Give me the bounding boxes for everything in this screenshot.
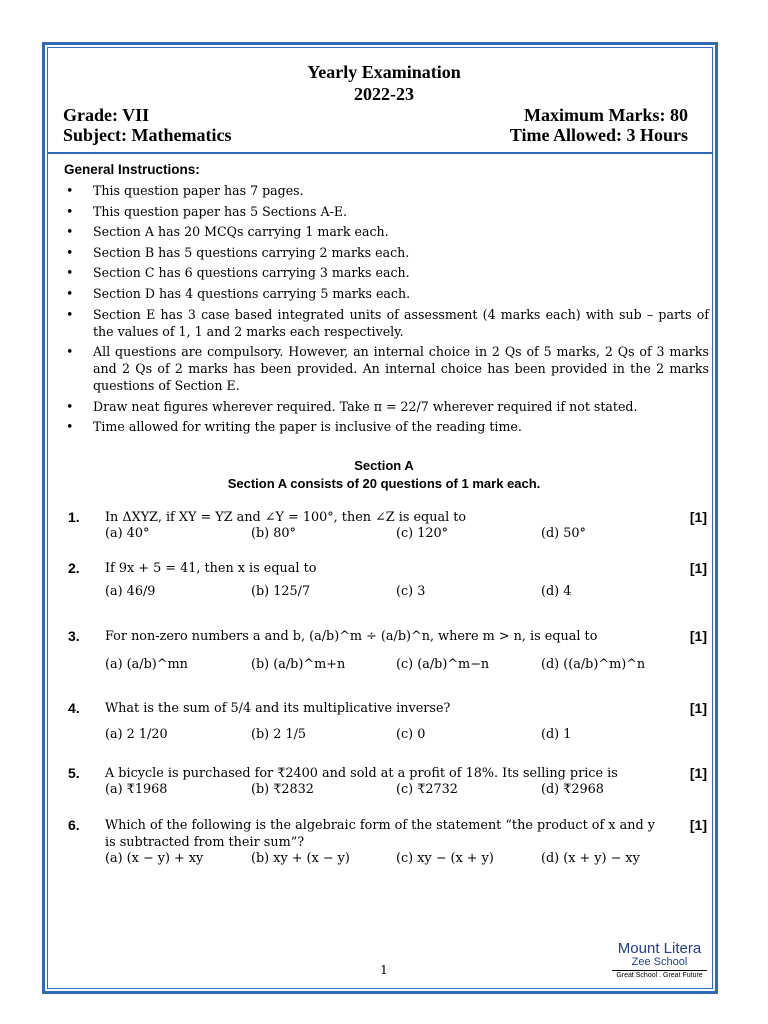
- question-marks: [1]: [689, 509, 707, 525]
- instruction-item: • All questions are compulsory. However, an internal choice in 2 Qs of 5 marks, 2 Qs of 3 marks and 2 Qs of 2 marks has been provided. An internal choice has been provided in the 2 marks questions of Section E.: [64, 343, 709, 394]
- option-b: (b) ₹2832: [251, 782, 314, 797]
- instruction-item: • Section E has 3 case based integrated units of assessment (4 marks each) with sub – parts of the values of 1, 1 and 2 marks each respectively.: [64, 306, 709, 340]
- logo-line1: Mount Litera: [617, 940, 702, 957]
- option-a: (a) (x − y) + xy: [105, 851, 204, 866]
- option-d: (d) 1: [541, 727, 572, 742]
- question-text: Which of the following is the algebraic form of the statement “the product of x and y is subtracted from their sum”?: [105, 818, 655, 850]
- page-number: 1: [380, 963, 388, 977]
- max-marks-label: Maximum Marks: 80: [524, 105, 688, 125]
- option-b: (b) xy + (x − y): [251, 851, 350, 866]
- option-c: (c) ₹2732: [396, 782, 458, 797]
- logo-divider: [612, 970, 707, 971]
- question-text: In ΔXYZ, if XY = YZ and ∠Y = 100°, then ∠Z is equal to: [105, 510, 467, 525]
- option-a: (a) 46/9: [105, 584, 156, 599]
- option-d: (d) ((a/b)^m)^n: [541, 657, 646, 672]
- instruction-item: • Time allowed for writing the paper is inclusive of the reading time.: [64, 418, 709, 435]
- question-number: 2.: [68, 560, 80, 576]
- question-marks: [1]: [689, 700, 707, 716]
- exam-year: 2022-23: [354, 84, 414, 104]
- option-b: (b) 2 1/5: [251, 727, 307, 742]
- option-c: (c) xy − (x + y): [396, 851, 494, 866]
- question-number: 6.: [68, 817, 80, 833]
- option-d: (d) (x + y) − xy: [541, 851, 640, 866]
- instruction-item: • This question paper has 5 Sections A-E.: [64, 203, 709, 220]
- option-d: (d) 50°: [541, 526, 586, 541]
- question-marks: [1]: [689, 765, 707, 781]
- instruction-item: • Section A has 20 MCQs carrying 1 mark each.: [64, 223, 709, 240]
- instructions-list: [64, 182, 709, 439]
- option-c: (c) 120°: [396, 526, 449, 541]
- option-c: (c) (a/b)^m−n: [396, 657, 490, 672]
- question-text: A bicycle is purchased for ₹2400 and sold at a profit of 18%. Its selling price is: [105, 766, 618, 781]
- subject-label: Subject: Mathematics: [63, 125, 232, 145]
- question-number: 3.: [68, 628, 80, 644]
- option-c: (c) 3: [396, 584, 426, 599]
- option-c: (c) 0: [396, 727, 426, 742]
- instruction-item: • Section D has 4 questions carrying 5 marks each.: [64, 285, 709, 302]
- time-allowed-label: Time Allowed: 3 Hours: [509, 125, 688, 145]
- instruction-item: • Section B has 5 questions carrying 2 marks each.: [64, 244, 709, 261]
- logo-line2: Zee School: [631, 956, 688, 968]
- question-number: 4.: [68, 700, 80, 716]
- grade-label: Grade: VII: [63, 105, 150, 125]
- instruction-item: • Draw neat figures wherever required. Take π = 22/7 wherever required if not stated.: [64, 398, 709, 415]
- option-d: (d) ₹2968: [541, 782, 604, 797]
- option-a: (a) 2 1/20: [105, 727, 168, 742]
- question-text: For non-zero numbers a and b, (a/b)^m ÷ (a/b)^n, where m > n, is equal to: [105, 629, 598, 644]
- question-number: 5.: [68, 765, 80, 781]
- instruction-item: • This question paper has 7 pages.: [64, 182, 709, 199]
- instructions-title: General Instructions:: [64, 162, 200, 177]
- question-number: 1.: [68, 509, 80, 525]
- option-a: (a) 40°: [105, 526, 150, 541]
- option-a: (a) ₹1968: [105, 782, 168, 797]
- instruction-item: • Section C has 6 questions carrying 3 marks each.: [64, 264, 709, 281]
- section-subtitle: Section A consists of 20 questions of 1 mark each.: [227, 476, 541, 491]
- question-text: If 9x + 5 = 41, then x is equal to: [105, 561, 317, 576]
- option-d: (d) 4: [541, 584, 572, 599]
- question-marks: [1]: [689, 817, 707, 833]
- question-text: What is the sum of 5/4 and its multiplicative inverse?: [105, 701, 451, 716]
- option-b: (b) 125/7: [251, 584, 311, 599]
- question-marks: [1]: [689, 560, 707, 576]
- question-marks: [1]: [689, 628, 707, 644]
- option-b: (b) 80°: [251, 526, 296, 541]
- option-b: (b) (a/b)^m+n: [251, 657, 346, 672]
- option-a: (a) (a/b)^mn: [105, 657, 188, 672]
- section-title: Section A: [354, 458, 414, 473]
- exam-title: Yearly Examination: [307, 62, 461, 82]
- header-divider: [47, 152, 713, 154]
- logo-tagline: Great School . Great Future: [616, 972, 703, 979]
- school-logo: [612, 940, 707, 979]
